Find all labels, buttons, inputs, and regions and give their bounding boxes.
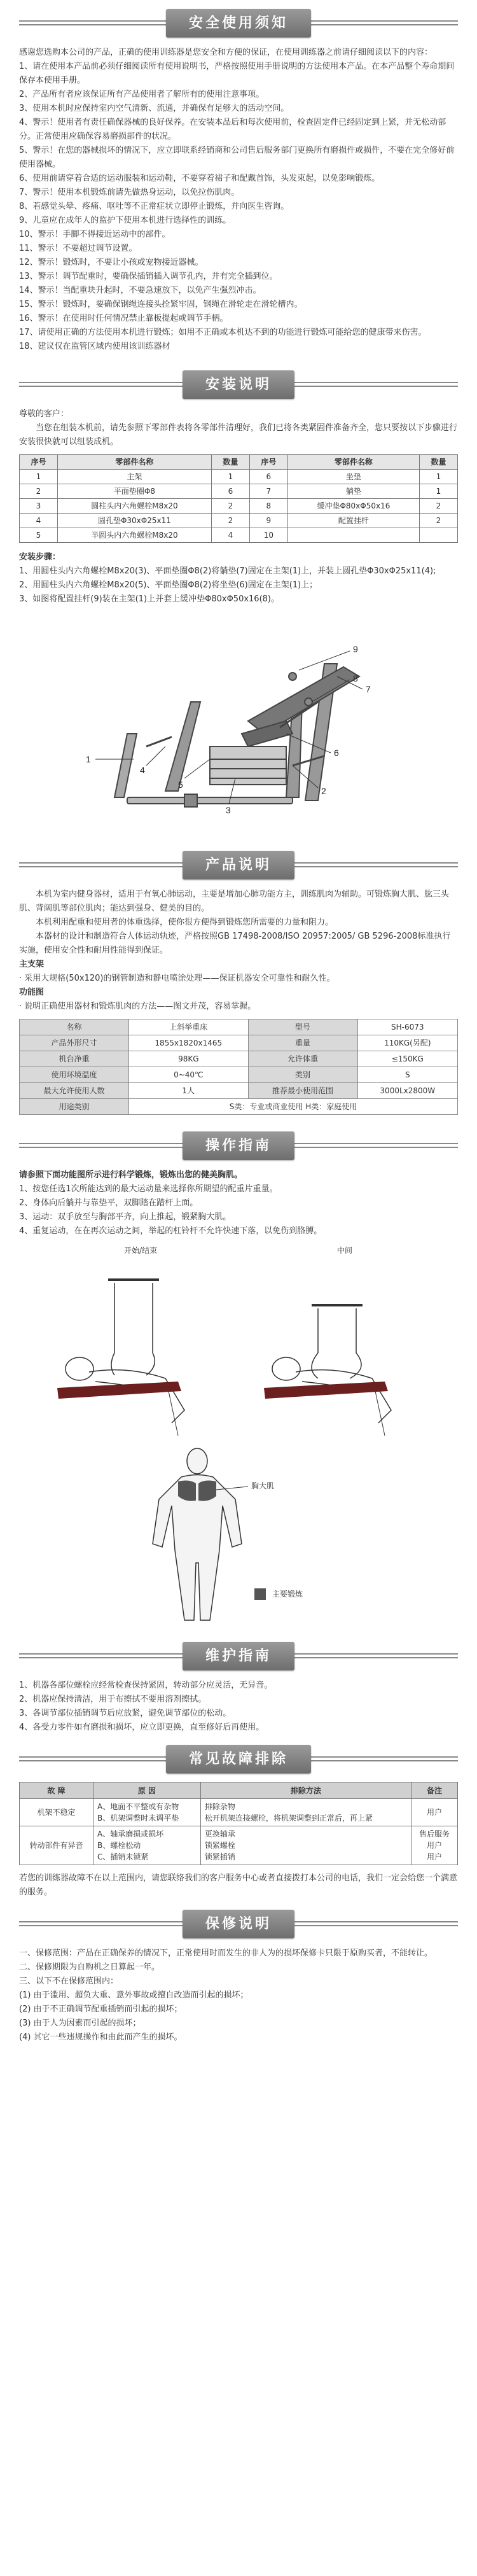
- parts-cell: 7: [249, 484, 287, 499]
- parts-cell: 2: [211, 514, 249, 528]
- trouble-causes: [93, 1826, 200, 1865]
- maintenance-title: 维护指南: [183, 1642, 294, 1670]
- safety-item: 2、产品所有者应该保证所有产品使用者了解所有的使用注意事项。: [19, 90, 265, 99]
- warranty-item: (3) 由于人为因素而引起的损坏；: [19, 2019, 141, 2028]
- safety-item: 1、请在使用本产品前必须仔细阅读所有使用说明书，严格按照使用手册说明的方法使用本产品。在本产品整个寿命期间保存本使用手册。: [19, 62, 455, 85]
- trouble-title: 常见故障排除: [166, 1745, 311, 1774]
- safety-item: 10、警示！手脚不得接近运动中的部件。: [19, 230, 170, 239]
- spec-cell: S: [357, 1067, 457, 1083]
- safety-intro: 感谢您选购本公司的产品，正确的使用训练器是您安全和方便的保证，在使用训练器之前请仔细阅读以下的内容：: [19, 48, 433, 57]
- trouble-cause: A、地面不平整或有杂物: [97, 1802, 179, 1811]
- trouble-causes: [93, 1799, 200, 1826]
- legend-label: 主要锻炼: [272, 1590, 303, 1599]
- warranty-heading: [0, 1906, 477, 1942]
- spec-cell: 型号: [248, 1019, 357, 1035]
- product-heading: [0, 847, 477, 883]
- install-heading: [0, 367, 477, 402]
- safety-item: 9、儿童应在成年人的监护下使用本机进行选择性的训练。: [19, 216, 232, 225]
- trouble-cause: A、轴承磨损或损坏: [97, 1830, 164, 1838]
- parts-cell: 5: [20, 528, 58, 543]
- parts-col-header: 序号: [249, 455, 287, 470]
- muscle-figure: [19, 1442, 458, 1633]
- trouble-cause: C、插销未锁紧: [97, 1852, 149, 1861]
- safety-item: 15、警示！锻炼时，要确保钢绳连接头拴紧牢固，钢绳在滑轮走在滑轮槽内。: [19, 300, 303, 309]
- callout-7: 7: [366, 684, 371, 694]
- trouble-col-header: 排除方法: [200, 1782, 411, 1799]
- spec-cell: SH-6073: [357, 1019, 457, 1035]
- spec-cell: ≤150KG: [357, 1051, 457, 1067]
- install-steps-title: 安装步骤：: [19, 552, 61, 562]
- trouble-fix: [200, 1799, 411, 1826]
- parts-cell: 4: [20, 514, 58, 528]
- trouble-note-line: 用户: [427, 1808, 443, 1817]
- spec-row: [20, 1067, 458, 1083]
- product-title: 产品说明: [183, 851, 294, 879]
- parts-row: [20, 484, 458, 499]
- parts-col-header: 数量: [420, 455, 458, 470]
- parts-col-header: 数量: [211, 455, 249, 470]
- safety-title: 安全使用须知: [166, 9, 311, 38]
- main-frame-text: · 采用大规格(50x120)的钢管制造和静电喷涂处理——保证机器安全可靠性和耐久性。: [19, 974, 335, 983]
- parts-cell: 平面垫圈Φ8: [57, 484, 211, 499]
- trouble-col-header: 原 因: [93, 1782, 200, 1799]
- operation-lead: 请参照下面功能图所示进行科学锻炼，锻炼出您的健美胸肌。: [19, 1170, 243, 1180]
- maintenance-item: 4、各受力零件如有磨损和损坏，应立即更换，直至修好后再使用。: [19, 1723, 265, 1732]
- label-start: 开始/结束: [124, 1246, 158, 1255]
- parts-row: [20, 470, 458, 484]
- safety-item: 16、警示！在使用时任何情况禁止靠板提起或调节手柄。: [19, 314, 228, 323]
- trouble-row: [20, 1826, 458, 1865]
- product-para1: 本机为室内健身器材，适用于有氧心肺运动，主要是增加心肺功能方主，训练肌肉为辅助。可锻炼胸大肌、肱三头肌、背阔肌等部位肌肉；能达到强身、健美的目的。: [19, 890, 450, 913]
- manual-page: [0, 5, 477, 2057]
- spec-row: [20, 1051, 458, 1067]
- spec-row: [20, 1035, 458, 1051]
- safety-item: 14、警示！当配重块升起时，不要急速放下，以免产生强烈冲击。: [19, 286, 261, 295]
- trouble-fault: 机架不稳定: [20, 1799, 93, 1826]
- callout-2: 2: [321, 786, 326, 796]
- trouble-row: [20, 1799, 458, 1826]
- trouble-fix-line: 排除杂物: [204, 1802, 235, 1811]
- parts-cell: 9: [249, 514, 287, 528]
- safety-item: 4、警示！使用者有责任确保器械的良好保养。在安装本品后和每次使用前，检查固定件已经固定到上紧，并无松动部分。正常使用应确保容易磨损部件的状况。: [19, 118, 446, 141]
- parts-row: [20, 528, 458, 543]
- parts-cell: 2: [211, 499, 249, 514]
- parts-cell: 半圆头内六角螺栓M8x20: [57, 528, 211, 543]
- safety-item: 11、警示！不要超过调节设置。: [19, 244, 137, 253]
- parts-cell: [420, 528, 458, 543]
- trouble-fix-line: 锁紧插销: [204, 1852, 235, 1861]
- parts-cell: 2: [420, 514, 458, 528]
- func-title: 功能图: [19, 988, 45, 997]
- spec-cell: 产品外形尺寸: [20, 1035, 129, 1051]
- parts-cell: 2: [420, 499, 458, 514]
- spec-cell: 机台净重: [20, 1051, 129, 1067]
- trouble-note-line: 售后服务: [419, 1830, 450, 1838]
- warranty-item: 一、保修范围：产品在正确保养的情况下，正常使用时而发生的非人为的损坏保修卡只限于原购买者，不能转让。: [19, 1949, 433, 1958]
- callout-5: 5: [178, 780, 183, 790]
- spec-cell: 重量: [248, 1035, 357, 1051]
- maintenance-heading: [0, 1638, 477, 1674]
- install-greeting: 尊敬的客户：: [19, 409, 69, 419]
- spec-row: [20, 1083, 458, 1099]
- func-text: · 说明正确使用器材和锻炼肌肉的方法——图文并茂，容易掌握。: [19, 1002, 256, 1011]
- trouble-footer: 若您的训练器故障不在以上范围内，请您联络我们的客户服务中心或者直接拨打本公司的电话，我们一定会给您一个满意的服务。: [19, 1873, 458, 1897]
- parts-cell: 圆孔垫Φ30xΦ25x11: [57, 514, 211, 528]
- exercise-drawing: [19, 1257, 458, 1448]
- parts-col-header: 零部件名称: [57, 455, 211, 470]
- trouble-heading: [0, 1741, 477, 1777]
- parts-cell: [287, 528, 419, 543]
- maintenance-item: 1、机器各部位螺栓应经常检查保持紧固，转动部分应灵活，无异音。: [19, 1681, 273, 1690]
- spec-table: [19, 1019, 458, 1115]
- parts-row: [20, 514, 458, 528]
- warranty-item: 二、保修期限为自购机之日算起一年。: [19, 1963, 160, 1972]
- parts-cell: 4: [211, 528, 249, 543]
- parts-cell: 圆柱头内六角螺栓M8x20: [57, 499, 211, 514]
- label-mid: 中间: [337, 1246, 353, 1255]
- use-class-label: 用途类别: [20, 1099, 129, 1115]
- parts-cell: 躺垫: [287, 484, 419, 499]
- install-step: 2、用圆柱头内六角螺栓M8x20(5)、平面垫圈Φ8(2)将坐垫(6)固定在主架(1)上；: [19, 580, 318, 590]
- spec-row: [20, 1019, 458, 1035]
- trouble-note-line: 用户: [427, 1852, 443, 1861]
- callout-8: 8: [353, 673, 358, 683]
- spec-cell: 使用环境温度: [20, 1067, 129, 1083]
- callout-9: 9: [353, 644, 358, 654]
- operation-step: 1、按您任选1次所能达到的最大运动量来选择你所期望的配重片重量。: [19, 1184, 278, 1194]
- spec-cell: 推荐最小使用范围: [248, 1083, 357, 1099]
- parts-cell: 缓冲垫Φ80xΦ50x16: [287, 499, 419, 514]
- install-step: 1、用圆柱头内六角螺栓M8x20(3)、平面垫圈Φ8(2)将躺垫(7)固定在主架(1)上，并装上圆孔垫Φ30xΦ25x11(4);: [19, 566, 436, 576]
- maintenance-item: 2、机器应保持清洁，用于布擦拭不要用溶剂擦拭。: [19, 1695, 207, 1704]
- safety-list: [0, 46, 477, 354]
- spec-cell: 允许体重: [248, 1051, 357, 1067]
- safety-item: 17、请使用正确的方法使用本机进行锻炼；如用不正确或本机达不到的功能进行锻炼可能给您的健康带来伤害。: [19, 328, 427, 337]
- parts-col-header: 序号: [20, 455, 58, 470]
- product-para2: 本机利用配重和使用者的体重选择，使你很方便得到锻炼您所需要的力量和阻力。: [36, 918, 334, 927]
- warranty-item: (4) 其它一些违规操作和由此而产生的损坏。: [19, 2033, 183, 2042]
- exercise-figures: [19, 1245, 458, 1442]
- spec-cell: 98KG: [129, 1051, 249, 1067]
- trouble-fix-line: 松开机架连接螺栓，将机架调整到正常后，再上紧: [204, 1814, 373, 1823]
- operation-step: 4、重复运动，在在再次运动之间，举起的杠铃杆不允许快速下落，以免伤到胳膊。: [19, 1226, 322, 1236]
- muscle-label: 胸大肌: [251, 1481, 275, 1490]
- product-para3: 本器材的设计和制造符合人体运动轨迹，严格按照GB 17498-2008/ISO 20957:2005/ GB 5296-2008标准执行实施，使用安全性和耐用性能得到保证。: [19, 932, 451, 955]
- safety-item: 12、警示！锻炼时，不要让小孩或宠物接近器械。: [19, 258, 204, 267]
- trouble-note: [411, 1799, 458, 1826]
- install-step: 3、如图将配置挂杆(9)装在主架(1)上并套上缓冲垫Φ80xΦ50x16(8)。: [19, 594, 279, 604]
- bench-drawing: [19, 606, 458, 842]
- main-frame-title: 主支架: [19, 960, 45, 969]
- assembly-illustration: [19, 606, 458, 842]
- spec-cell: 名称: [20, 1019, 129, 1035]
- spec-cell: 1855x1820x1465: [129, 1035, 249, 1051]
- install-title: 安装说明: [183, 370, 294, 399]
- maintenance-item: 3、各调节部位插销调节后应放紧，避免调节部位的松动。: [19, 1709, 232, 1718]
- callout-4: 4: [140, 765, 145, 775]
- safety-item: 5、警示！在您的器械损坏的情况下，应立即联系经销商和公司售后服务部门更换所有磨损件或损件，不要在完全修好前使用器械。: [19, 146, 455, 169]
- parts-table: [19, 454, 458, 543]
- trouble-note: [411, 1826, 458, 1865]
- operation-heading: [0, 1128, 477, 1163]
- parts-cell: 1: [420, 470, 458, 484]
- safety-item: 7、警示！使用本机锻炼前请先做热身运动，以免拉伤肌肉。: [19, 188, 240, 197]
- spec-cell: 3000Lx2800W: [357, 1083, 457, 1099]
- parts-cell: 坐垫: [287, 470, 419, 484]
- safety-item: 18、建议仅在监管区域内使用该训练器材: [19, 342, 170, 351]
- install-para: 当您在组装本机前，请先参照下零部件表将各零部件清理好，我们已将各类紧固件准备齐全，您只要按以下步骤进行安装很快就可以组装成机。: [19, 423, 458, 447]
- safety-item: 3、使用本机时应保持室内空气清新、流通，并确保有足够大的活动空间。: [19, 104, 289, 113]
- trouble-fix-line: 锁紧螺栓: [204, 1841, 235, 1850]
- spec-cell: 最大允许使用人数: [20, 1083, 129, 1099]
- parts-cell: 主架: [57, 470, 211, 484]
- parts-cell: 1: [211, 470, 249, 484]
- parts-cell: 配置挂杆: [287, 514, 419, 528]
- safety-item: 6、使用前请穿着合适的运动服装和运动鞋，不要穿着裙子和配戴首饰，头发束起，以免影响锻炼。: [19, 174, 380, 183]
- parts-cell: 2: [20, 484, 58, 499]
- trouble-fix: [200, 1826, 411, 1865]
- trouble-table: [19, 1782, 458, 1865]
- parts-cell: 3: [20, 499, 58, 514]
- spec-cell: 1人: [129, 1083, 249, 1099]
- trouble-fault: 转动部件有异音: [20, 1826, 93, 1865]
- use-class-value: S类：专业或商业使用 H类：家庭使用: [129, 1099, 458, 1115]
- warranty-item: (1) 由于滥用、超负大重、意外事故或擅自改造而引起的损坏；: [19, 1991, 249, 2000]
- parts-col-header: 零部件名称: [287, 455, 419, 470]
- parts-cell: 6: [249, 470, 287, 484]
- operation-title: 操作指南: [183, 1131, 294, 1160]
- trouble-fix-line: 更换轴承: [204, 1830, 235, 1838]
- callout-6: 6: [334, 748, 339, 758]
- parts-cell: 8: [249, 499, 287, 514]
- warranty-item: 三、以下不在保修范围内：: [19, 1977, 119, 1986]
- safety-heading: [0, 5, 477, 41]
- callout-1: 1: [86, 754, 91, 764]
- warranty-item: (2) 由于不正确调节配重插销而引起的损坏；: [19, 2005, 183, 2014]
- operation-step: 2、身体向后躺并与靠垫平，双脚踏在踏杆上面。: [19, 1198, 198, 1208]
- safety-item: 8、若感觉头晕、疼痛、呕吐等不正常症状立即停止锻炼，并向医生咨询。: [19, 202, 289, 211]
- muscle-chart: [19, 1442, 458, 1633]
- spec-cell: 110KG(另配): [357, 1035, 457, 1051]
- operation-step: 3、运动：双手放至与胸部平齐，向上推起，锻紧胸大肌。: [19, 1212, 232, 1222]
- parts-cell: 6: [211, 484, 249, 499]
- trouble-cause: B、螺栓松动: [97, 1841, 141, 1850]
- spec-cell: 类别: [248, 1067, 357, 1083]
- trouble-col-header: 备注: [411, 1782, 458, 1799]
- parts-cell: 1: [420, 484, 458, 499]
- trouble-cause: B、机架调整时未调平垫: [97, 1814, 179, 1823]
- parts-row: [20, 499, 458, 514]
- parts-cell: 1: [20, 470, 58, 484]
- callout-3: 3: [226, 805, 231, 815]
- trouble-col-header: 故 障: [20, 1782, 93, 1799]
- spec-cell: 上斜举重床: [129, 1019, 249, 1035]
- parts-cell: 10: [249, 528, 287, 543]
- spec-cell: 0~40℃: [129, 1067, 249, 1083]
- trouble-note-line: 用户: [427, 1841, 443, 1850]
- warranty-title: 保修说明: [183, 1910, 294, 1938]
- safety-item: 13、警示！调节配重时，要确保插销插入调节孔内，并有完全插到位。: [19, 272, 278, 281]
